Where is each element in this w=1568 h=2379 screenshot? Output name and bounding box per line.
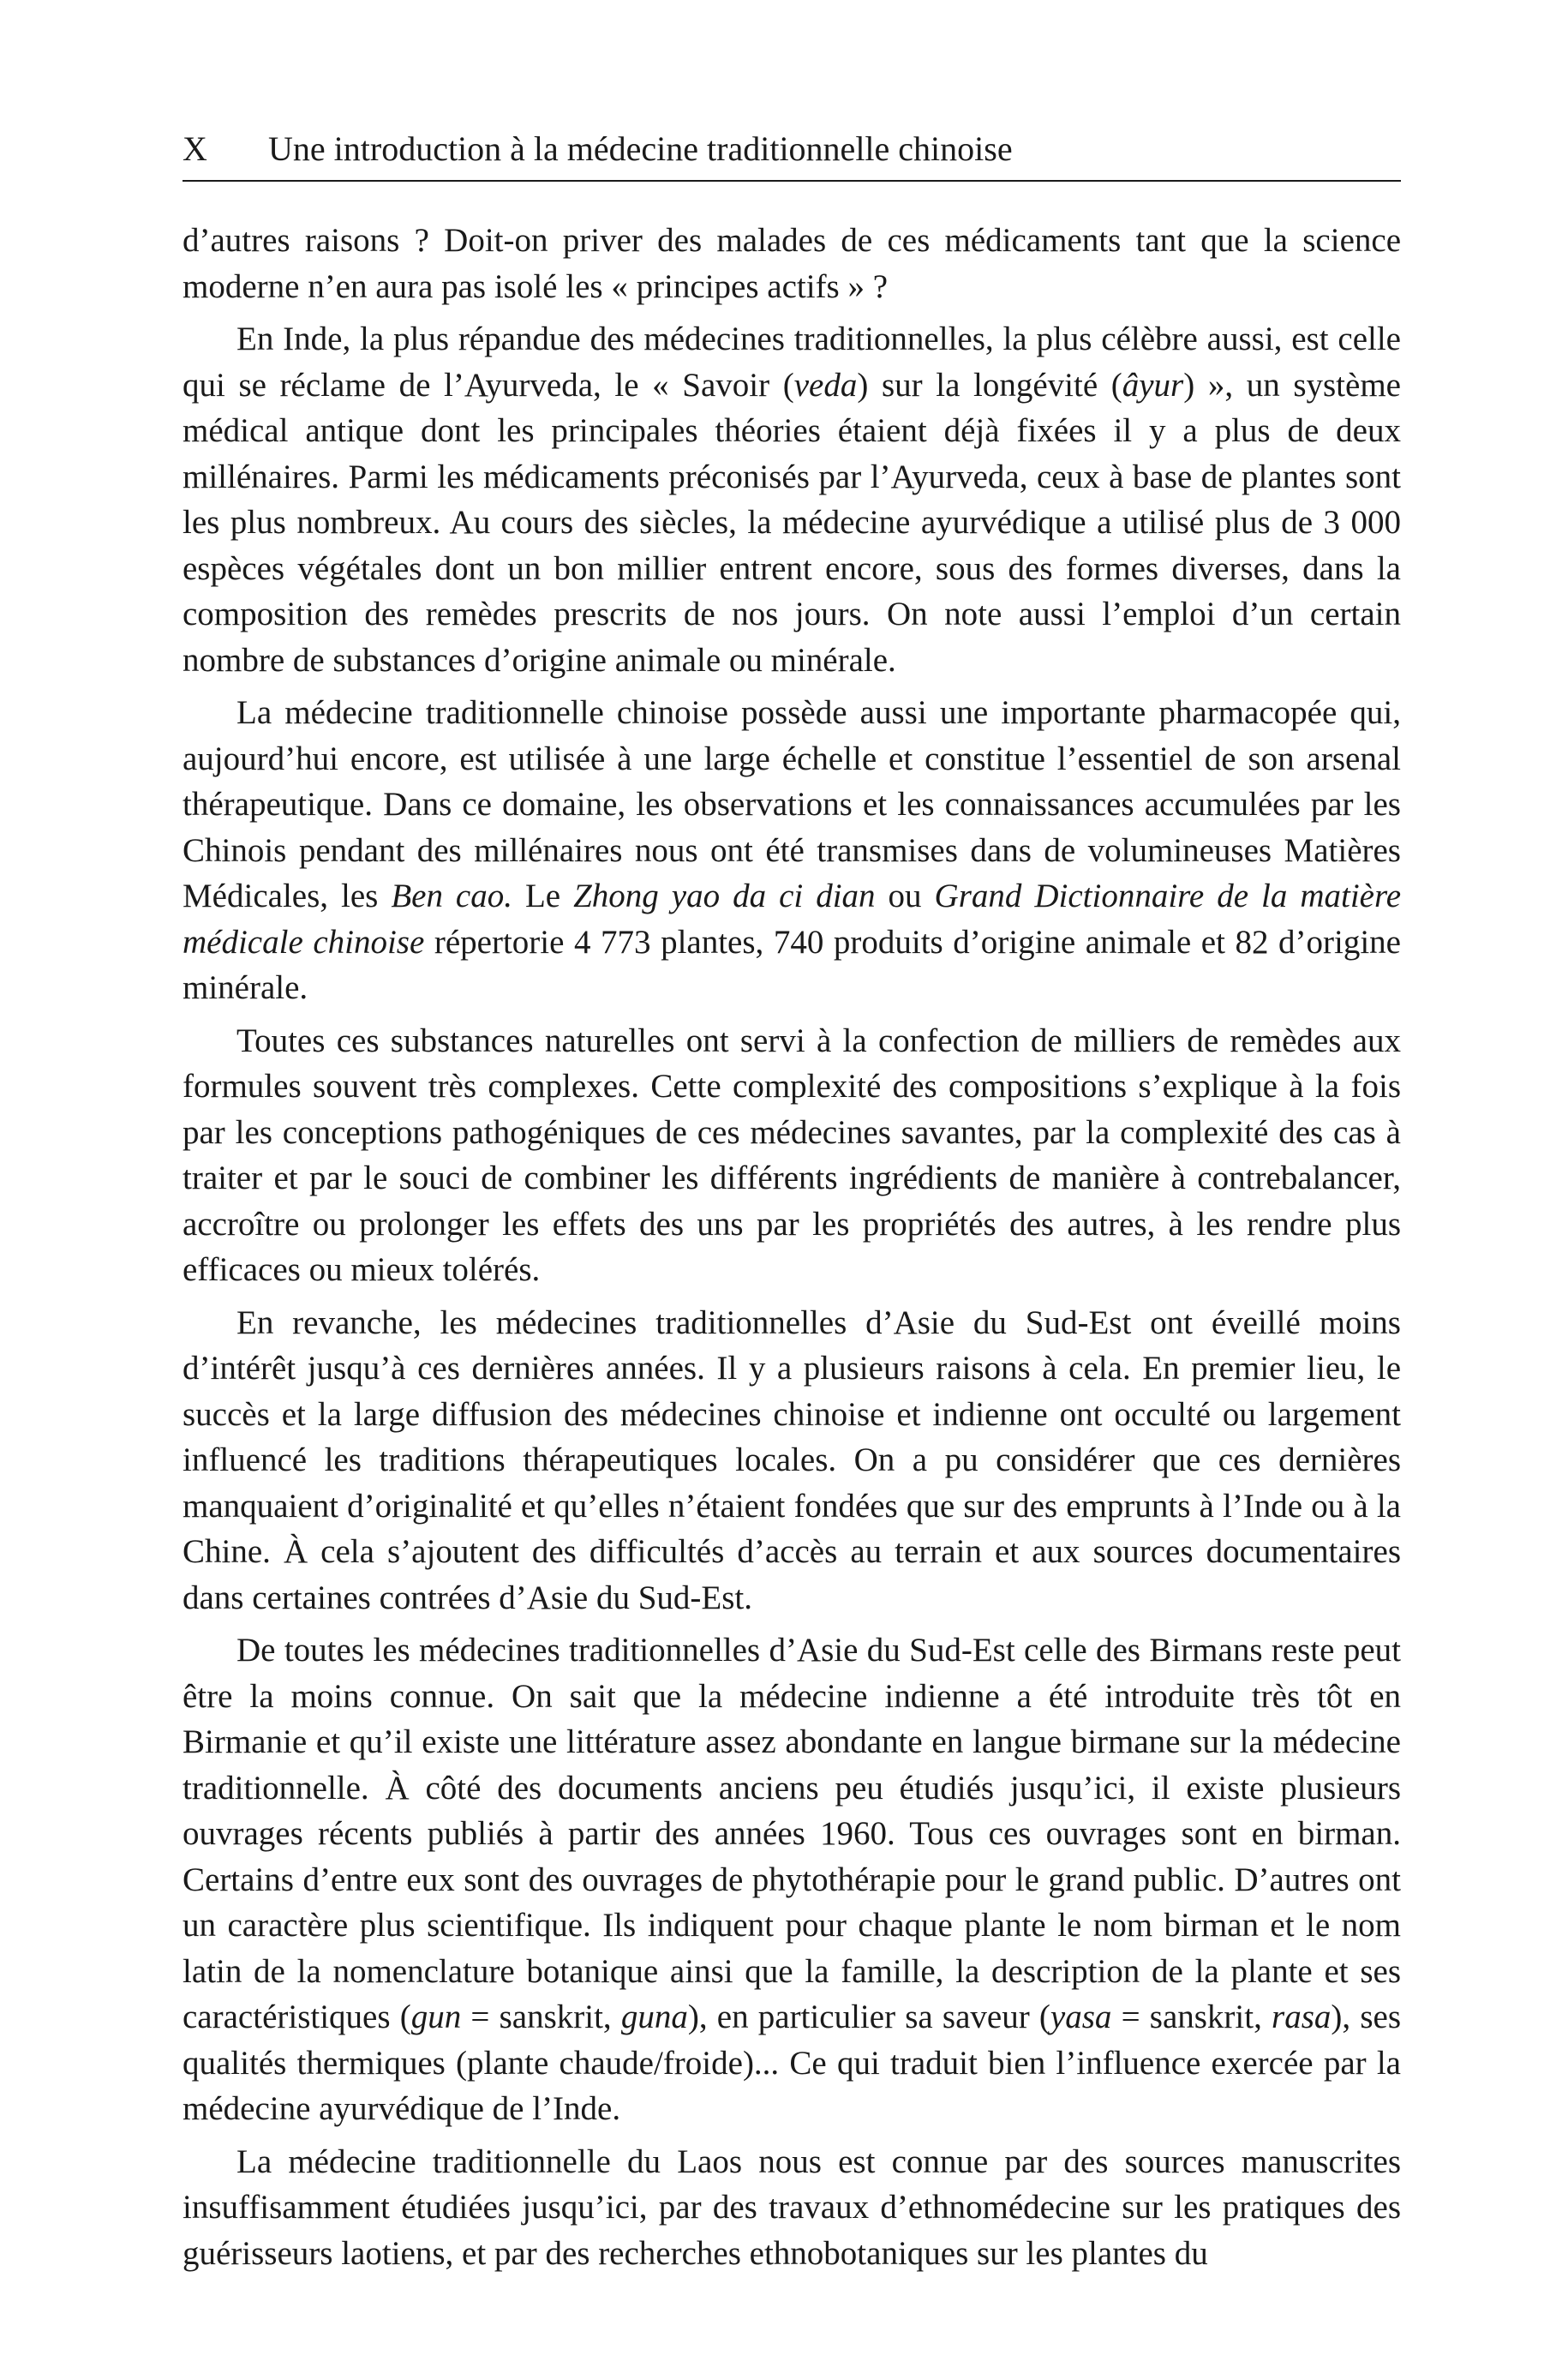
text-segment: ) », un système médical antique dont les principales théories étaient déjà fixées il y a plus de deux millénaires. Parmi les médicaments préconisés par l’Ayurveda, ceux à base de plantes sont les plus nombreux. Au cours des siècles, la médecine ayurvédique a utilisé plus de 3 000 espèces végétales dont un bon millier entrent encore, sous des formes diverses, dans la composition des remèdes prescrits de nos jours. On note aussi l’emploi d’un certain nombre de substances d’origine animale ou minérale.	[183, 366, 1401, 679]
italic-text: guna	[620, 1998, 688, 2035]
text-segment: En Inde, la plus répandue des médecines traditionnelles, la plus célèbre aussi, est celle qui se réclame de l’Ayurveda, le « Savoir (	[183, 321, 1401, 404]
italic-text: yasa	[1050, 1998, 1112, 2035]
text-segment: ), en particulier sa saveur (	[687, 1998, 1050, 2035]
paragraph	[183, 1627, 1401, 2132]
italic-text: veda	[793, 366, 858, 404]
page-number: X	[183, 129, 207, 168]
italic-text: Zhong yao da ci dian	[573, 878, 876, 914]
paragraph	[183, 1018, 1401, 1293]
book-page	[183, 129, 1401, 2283]
text-segment: ou	[875, 878, 935, 914]
paragraph	[183, 2139, 1401, 2277]
paragraph	[183, 316, 1401, 683]
body-text	[183, 218, 1401, 2276]
paragraph	[183, 690, 1401, 1011]
paragraph	[183, 218, 1401, 309]
running-head	[183, 129, 1401, 182]
text-segment: d’autres raisons ? Doit-on priver des malades de ces médicaments tant que la science moderne n’en aura pas isolé les « principes actifs » ?	[183, 222, 1401, 305]
running-title: Une introduction à la médecine traditionnelle chinoise	[268, 129, 1013, 168]
italic-text: gun	[410, 1998, 462, 2035]
italic-text: âyur	[1122, 366, 1184, 404]
text-segment: ), ses qualités thermiques (plante chaude/froide)... Ce qui traduit bien l’influence exercée par la médecine ayurvédique de l’Inde.	[183, 1998, 1401, 2127]
italic-text: rasa	[1272, 1998, 1332, 2035]
text-segment: La médecine traditionnelle du Laos nous est connue par des sources manuscrites insuffisamment étudiées jusqu’ici, par des travaux d’ethnomédecine sur les pratiques des guérisseurs laotiens, et par des recherches ethnobotaniques sur les plantes du	[183, 2142, 1401, 2272]
text-segment: Le	[512, 878, 574, 914]
text-segment: répertorie 4 773 plantes, 740 produits d’origine animale et 82 d’origine minérale.	[183, 923, 1401, 1006]
italic-text: Grand Dictionnaire de la matière médicale chinoise	[183, 878, 1402, 961]
text-segment: ) sur la longévité (	[857, 366, 1122, 404]
text-segment: La médecine traditionnelle chinoise possède aussi une importante pharmacopée qui, aujourd’hui encore, est utilisée à une large échelle et constitue l’essentiel de son arsenal thérapeutique. Dans ce domaine, les observations et les connaissances accumulées par les Chinois pendant des millénaires nous ont été transmises dans de volumineuses Matières Médicales, les	[183, 694, 1401, 914]
italic-text: Ben cao.	[391, 878, 512, 914]
paragraph	[183, 1300, 1401, 1621]
text-segment: Toutes ces substances naturelles ont servi à la confection de milliers de remèdes aux formules souvent très complexes. Cette complexité des compositions s’explique à la fois par les conceptions pathogéniques de ces médecines savantes, par la complexité des cas à traiter et par le souci de combiner les différents ingrédients de manière à contrebalancer, accroître ou prolonger les effets des uns par les propriétés des autres, à les rendre plus efficaces ou mieux tolérés.	[183, 1022, 1401, 1288]
text-segment: En revanche, les médecines traditionnelles d’Asie du Sud-Est ont éveillé moins d’intérêt jusqu’à ces dernières années. Il y a plusieurs raisons à cela. En premier lieu, le succès et la large diffusion des médecines chinoise et indienne ont occulté ou largement influencé les traditions thérapeutiques locales. On a pu considérer que ces dernières manquaient d’originalité et qu’elles n’étaient fondées que sur des emprunts à l’Inde ou à la Chine. À cela s’ajoutent des difficultés d’accès au terrain et aux sources documentaires dans certaines contrées d’Asie du Sud-Est.	[183, 1303, 1401, 1616]
text-segment: = sanskrit,	[461, 1998, 621, 2035]
text-segment: De toutes les médecines traditionnelles d’Asie du Sud-Est celle des Birmans reste peut être la moins connue. On sait que la médecine indienne a été introduite très tôt en Birmanie et qu’il existe une littérature assez abondante en langue birmane sur la médecine traditionnelle. À côté des documents anciens peu étudiés jusqu’ici, il existe plusieurs ouvrages récents publiés à partir des années 1960. Tous ces ouvrages sont en birman. Certains d’entre eux sont des ouvrages de phytothérapie pour le grand public. D’autres ont un caractère plus scientifique. Ils indiquent pour chaque plante le nom birman et le nom latin de la nomenclature botanique ainsi que la famille, la description de la plante et ses caractéristiques (	[183, 1632, 1401, 2035]
text-segment: = sanskrit,	[1111, 1998, 1272, 2035]
